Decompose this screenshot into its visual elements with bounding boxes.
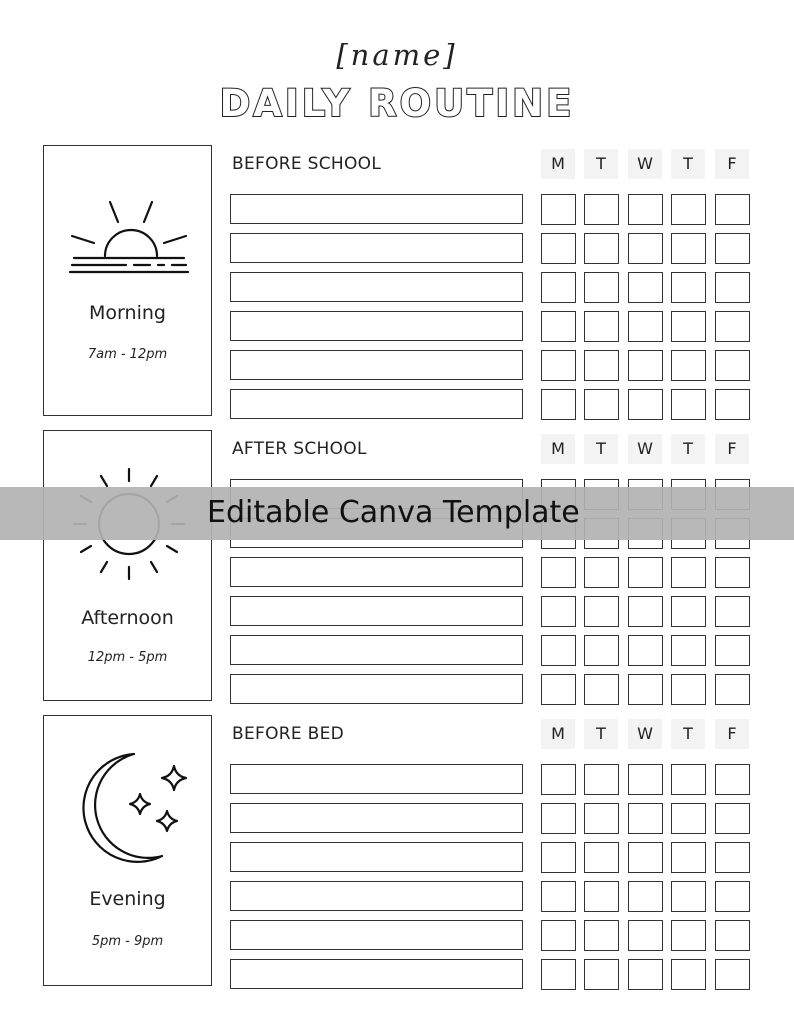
checkbox-mon[interactable] [541, 350, 576, 381]
day-header-t: T [584, 719, 618, 749]
day-header-f: F [715, 149, 749, 179]
checkbox-thu[interactable] [671, 272, 706, 303]
period-time-evening: 5pm - 9pm [91, 934, 164, 949]
day-header-m: M [541, 149, 575, 179]
checkbox-fri[interactable] [715, 233, 750, 264]
evening-panel [43, 715, 212, 986]
checkbox-fri[interactable] [715, 272, 750, 303]
period-label-morning: Morning [89, 302, 166, 324]
checkbox-fri[interactable] [715, 803, 750, 834]
task-field[interactable] [230, 194, 523, 224]
day-header-w: W [628, 719, 662, 749]
checkbox-fri[interactable] [715, 764, 750, 795]
checkbox-wed[interactable] [628, 803, 663, 834]
section-title-before-bed: BEFORE BED [232, 724, 345, 744]
checkbox-tue[interactable] [584, 596, 619, 627]
task-field[interactable] [230, 842, 523, 872]
checkbox-tue[interactable] [584, 272, 619, 303]
sunrise-icon [68, 198, 190, 288]
task-field[interactable] [230, 557, 523, 587]
checkbox-tue[interactable] [584, 764, 619, 795]
checkbox-thu[interactable] [671, 959, 706, 990]
page-title: DAILY ROUTINE [219, 82, 575, 125]
checkbox-thu[interactable] [671, 350, 706, 381]
checkbox-wed[interactable] [628, 764, 663, 795]
day-header-t: T [584, 434, 618, 464]
checkbox-thu[interactable] [671, 389, 706, 420]
checkbox-tue[interactable] [584, 311, 619, 342]
checkbox-fri[interactable] [715, 959, 750, 990]
checkbox-tue[interactable] [584, 557, 619, 588]
checkbox-fri[interactable] [715, 596, 750, 627]
checkbox-mon[interactable] [541, 389, 576, 420]
checkbox-tue[interactable] [584, 842, 619, 873]
checkbox-thu[interactable] [671, 920, 706, 951]
section-title-after-school: AFTER SCHOOL [232, 439, 367, 459]
task-field[interactable] [230, 311, 523, 341]
checkbox-tue[interactable] [584, 881, 619, 912]
checkbox-wed[interactable] [628, 233, 663, 264]
day-header-f: F [715, 434, 749, 464]
day-header-t: T [584, 149, 618, 179]
day-header-m: M [541, 434, 575, 464]
day-header-f: F [715, 719, 749, 749]
checkbox-mon[interactable] [541, 635, 576, 666]
task-field[interactable] [230, 803, 523, 833]
task-field[interactable] [230, 959, 523, 989]
checkbox-wed[interactable] [628, 596, 663, 627]
checkbox-tue[interactable] [584, 803, 619, 834]
checkbox-fri[interactable] [715, 674, 750, 705]
name-placeholder: [name] [336, 38, 458, 72]
checkbox-mon[interactable] [541, 803, 576, 834]
checkbox-thu[interactable] [671, 311, 706, 342]
checkbox-thu[interactable] [671, 557, 706, 588]
task-field[interactable] [230, 272, 523, 302]
checkbox-tue[interactable] [584, 389, 619, 420]
checkbox-mon[interactable] [541, 233, 576, 264]
period-label-afternoon: Afternoon [81, 607, 174, 629]
checkbox-tue[interactable] [584, 959, 619, 990]
checkbox-thu[interactable] [671, 803, 706, 834]
checkbox-wed[interactable] [628, 272, 663, 303]
task-field[interactable] [230, 596, 523, 626]
checkbox-fri[interactable] [715, 881, 750, 912]
morning-panel [43, 145, 212, 416]
checkbox-fri[interactable] [715, 311, 750, 342]
checkbox-thu[interactable] [671, 635, 706, 666]
checkbox-wed[interactable] [628, 920, 663, 951]
checkbox-thu[interactable] [671, 842, 706, 873]
task-field[interactable] [230, 389, 523, 419]
checkbox-wed[interactable] [628, 311, 663, 342]
checkbox-wed[interactable] [628, 881, 663, 912]
checkbox-tue[interactable] [584, 920, 619, 951]
checkbox-thu[interactable] [671, 194, 706, 225]
checkbox-mon[interactable] [541, 311, 576, 342]
checkbox-fri[interactable] [715, 389, 750, 420]
day-header-t: T [671, 434, 705, 464]
checkbox-thu[interactable] [671, 233, 706, 264]
checkbox-fri[interactable] [715, 635, 750, 666]
task-field[interactable] [230, 920, 523, 950]
section-title-before-school: BEFORE SCHOOL [232, 154, 382, 174]
task-field[interactable] [230, 350, 523, 380]
checkbox-wed[interactable] [628, 635, 663, 666]
day-header-w: W [628, 434, 662, 464]
checkbox-mon[interactable] [541, 674, 576, 705]
checkbox-wed[interactable] [628, 194, 663, 225]
checkbox-tue[interactable] [584, 194, 619, 225]
checkbox-fri[interactable] [715, 557, 750, 588]
checkbox-thu[interactable] [671, 674, 706, 705]
checkbox-thu[interactable] [671, 881, 706, 912]
task-field[interactable] [230, 674, 523, 704]
checkbox-mon[interactable] [541, 920, 576, 951]
checkbox-tue[interactable] [584, 350, 619, 381]
checkbox-mon[interactable] [541, 842, 576, 873]
period-label-evening: Evening [89, 888, 166, 910]
checkbox-mon[interactable] [541, 596, 576, 627]
checkbox-wed[interactable] [628, 842, 663, 873]
checkbox-thu[interactable] [671, 596, 706, 627]
day-header-w: W [628, 149, 662, 179]
task-field[interactable] [230, 764, 523, 794]
checkbox-tue[interactable] [584, 635, 619, 666]
day-header-t: T [671, 719, 705, 749]
checkbox-mon[interactable] [541, 959, 576, 990]
task-field[interactable] [230, 233, 523, 263]
checkbox-wed[interactable] [628, 389, 663, 420]
checkbox-fri[interactable] [715, 842, 750, 873]
period-time-morning: 7am - 12pm [87, 347, 168, 362]
task-field[interactable] [230, 881, 523, 911]
checkbox-thu[interactable] [671, 764, 706, 795]
watermark-text: Editable Canva Template [207, 495, 580, 530]
checkbox-fri[interactable] [715, 194, 750, 225]
checkbox-mon[interactable] [541, 194, 576, 225]
day-header-t: T [671, 149, 705, 179]
checkbox-fri[interactable] [715, 350, 750, 381]
afternoon-panel [43, 430, 212, 701]
checkbox-mon[interactable] [541, 881, 576, 912]
period-time-afternoon: 12pm - 5pm [87, 650, 168, 665]
checkbox-wed[interactable] [628, 350, 663, 381]
checkbox-mon[interactable] [541, 764, 576, 795]
checkbox-wed[interactable] [628, 557, 663, 588]
day-header-m: M [541, 719, 575, 749]
moon-stars-icon [66, 748, 192, 868]
checkbox-fri[interactable] [715, 920, 750, 951]
checkbox-tue[interactable] [584, 233, 619, 264]
task-field[interactable] [230, 635, 523, 665]
checkbox-mon[interactable] [541, 272, 576, 303]
checkbox-tue[interactable] [584, 674, 619, 705]
checkbox-wed[interactable] [628, 959, 663, 990]
checkbox-mon[interactable] [541, 557, 576, 588]
checkbox-wed[interactable] [628, 674, 663, 705]
